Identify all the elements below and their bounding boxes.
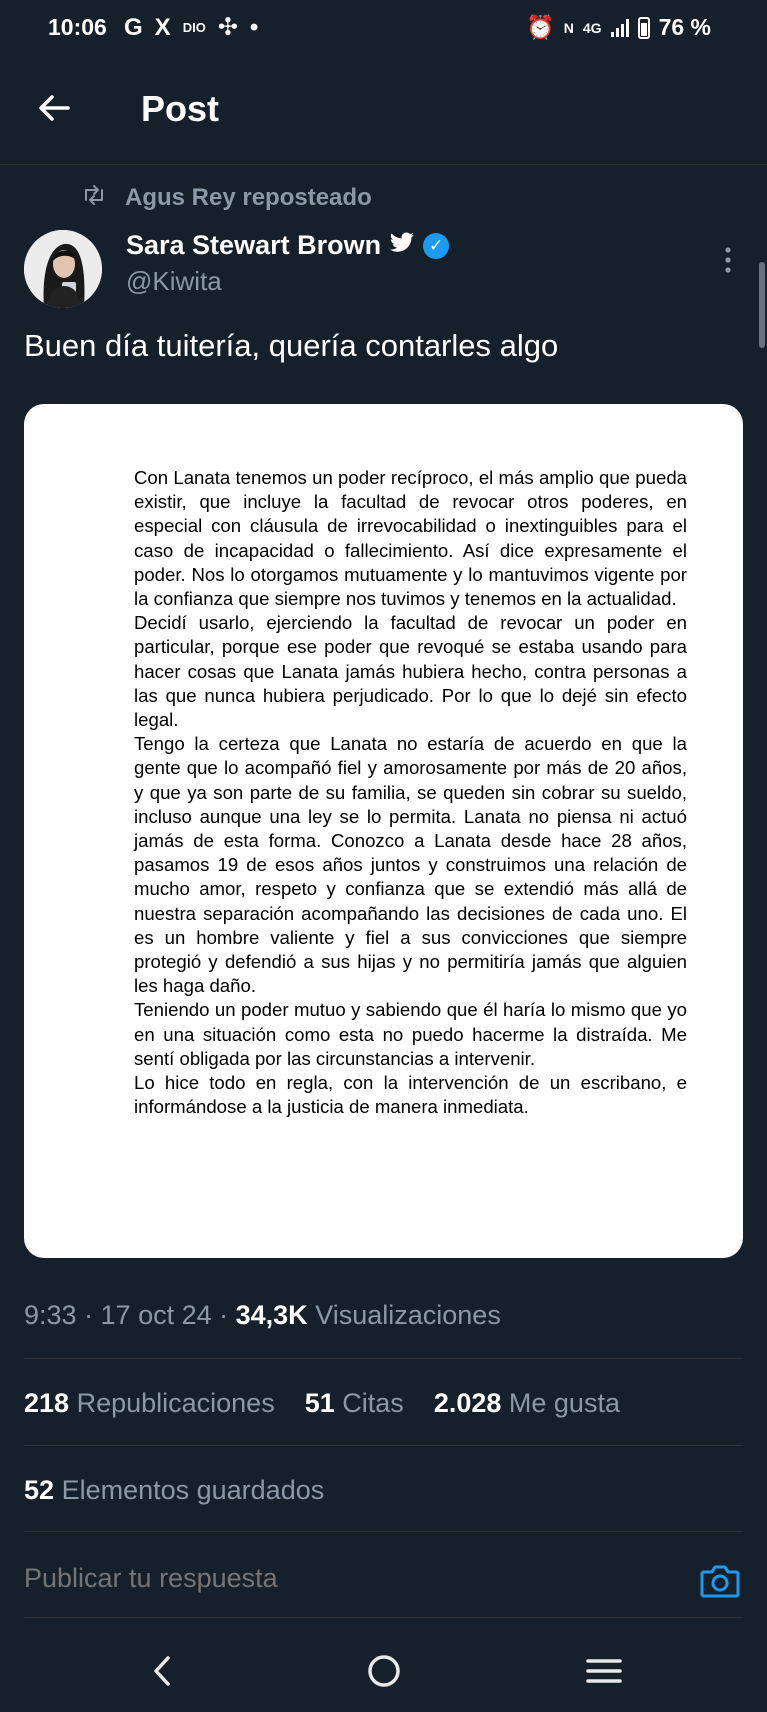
repost-icon [82,184,106,213]
author-handle[interactable]: @Kiwita [126,266,222,296]
views-label[interactable]: Visualizaciones [315,1300,501,1330]
image-paragraph: Tengo la certeza que Lanata no estaría de acuerdo en que la gente que lo acompañó fiel y amorosamente por más de 20 años, y que ya son parte de su familia, se queden sin cobrar su sueldo, incluso aunque una ley se lo permita. Lanata no piensa ni actuó jamás de esta forma. Conozco a Lanata desde hace 28 años, pasamos 19 de esos años juntos y construimos una relación de mucho amor, respeto y confianza que se extendió más allá de nuestra separación acompañando las decisiones de cada uno. El es un hombre valiente y fiel a sus convicciones que siempre protegió y defendió a sus hijas y no permitiría jamás que alguien les haga daño. [134,733,687,997]
image-document-text [134,466,687,1119]
dio-icon: DIO [182,20,206,35]
reply-input[interactable] [24,1563,674,1594]
header-divider [0,164,767,165]
alarm-icon: ⏰ [526,14,555,40]
author-name[interactable]: Sara Stewart Brown [126,230,382,260]
post-timestamp: 9:33 · 17 oct 24 · [24,1300,236,1330]
nav-home-icon[interactable] [359,1646,409,1696]
pinwheel-icon: ✣ [217,14,238,41]
signal-icon [611,19,629,37]
nfc-icon: N [563,19,574,36]
post-metadata [24,1300,501,1331]
image-paragraph: Teniendo un poder mutuo y sabiendo que él haría lo mismo que yo en una situación como esta no puedo hacerme la distraída. Me sentí obligada por las circunstancias a intervenir. [134,999,687,1069]
divider [24,1358,743,1359]
image-paragraph: Con Lanata tenemos un poder recíproco, el más amplio que pueda existir, que incluye la facultad de revocar otros poderes, en especial con cláusula de irrevocabilidad o inextinguibles para el caso de incapacidad o fallecimiento. Así dice expresamente el poder. Nos lo otorgamos mutuamente y lo mantuvimos vigente por la confianza que siempre nos tuvimos y tenemos en la actualidad. [134,467,687,610]
post-image[interactable] [24,404,743,1258]
more-options-icon[interactable] [716,244,740,276]
bird-icon [389,230,415,261]
saved-stat[interactable]: 52 Elementos guardados [24,1475,325,1505]
x-icon: X [154,13,171,41]
image-paragraph: Decidí usarlo, ejerciendo la facultad de revocar un poder en particular, porque ese poder que revoqué se estaba usando para hacer cosas que Lanata jamás hubiera hecho, contra personas a las que nunca hubiera perjudicado. Por lo que lo dejé sin efecto legal. [134,612,687,731]
likes-stat[interactable]: 2.028 Me gusta [433,1388,620,1418]
system-nav-bar [0,1620,767,1712]
verified-badge-icon: ✓ [423,233,449,259]
status-time: 10:06 [48,14,107,40]
back-arrow-icon[interactable] [34,88,74,128]
divider [24,1617,743,1618]
nav-recents-icon[interactable] [579,1646,629,1696]
battery-percent: 76 % [658,14,711,40]
views-count: 34,3K [235,1300,308,1330]
status-right-icons [526,14,711,41]
repost-label[interactable]: Agus Rey reposteado [125,184,372,211]
engagement-stats [24,1388,620,1419]
avatar[interactable] [24,230,102,308]
notification-dot-icon: • [249,13,259,41]
page-title: Post [141,88,220,129]
author-name-row[interactable] [126,230,449,261]
scrollbar[interactable] [759,262,765,348]
post-text: Buen día tuitería, quería contarles algo [24,328,559,363]
image-paragraph: Lo hice todo en regla, con la intervención de un escribano, e informándose a la justicia de manera inmediata. [134,1072,687,1118]
network-type: 4G [582,19,602,36]
divider [24,1445,743,1446]
reposts-stat[interactable]: 218 Republicaciones [24,1388,275,1418]
google-icon: G [124,13,143,41]
camera-icon[interactable] [699,1563,741,1599]
status-bar [0,0,767,58]
quotes-stat[interactable]: 51 Citas [304,1388,404,1418]
status-left-icons [124,13,258,42]
divider [24,1531,743,1532]
nav-back-icon[interactable] [137,1646,187,1696]
battery-icon [638,17,650,39]
